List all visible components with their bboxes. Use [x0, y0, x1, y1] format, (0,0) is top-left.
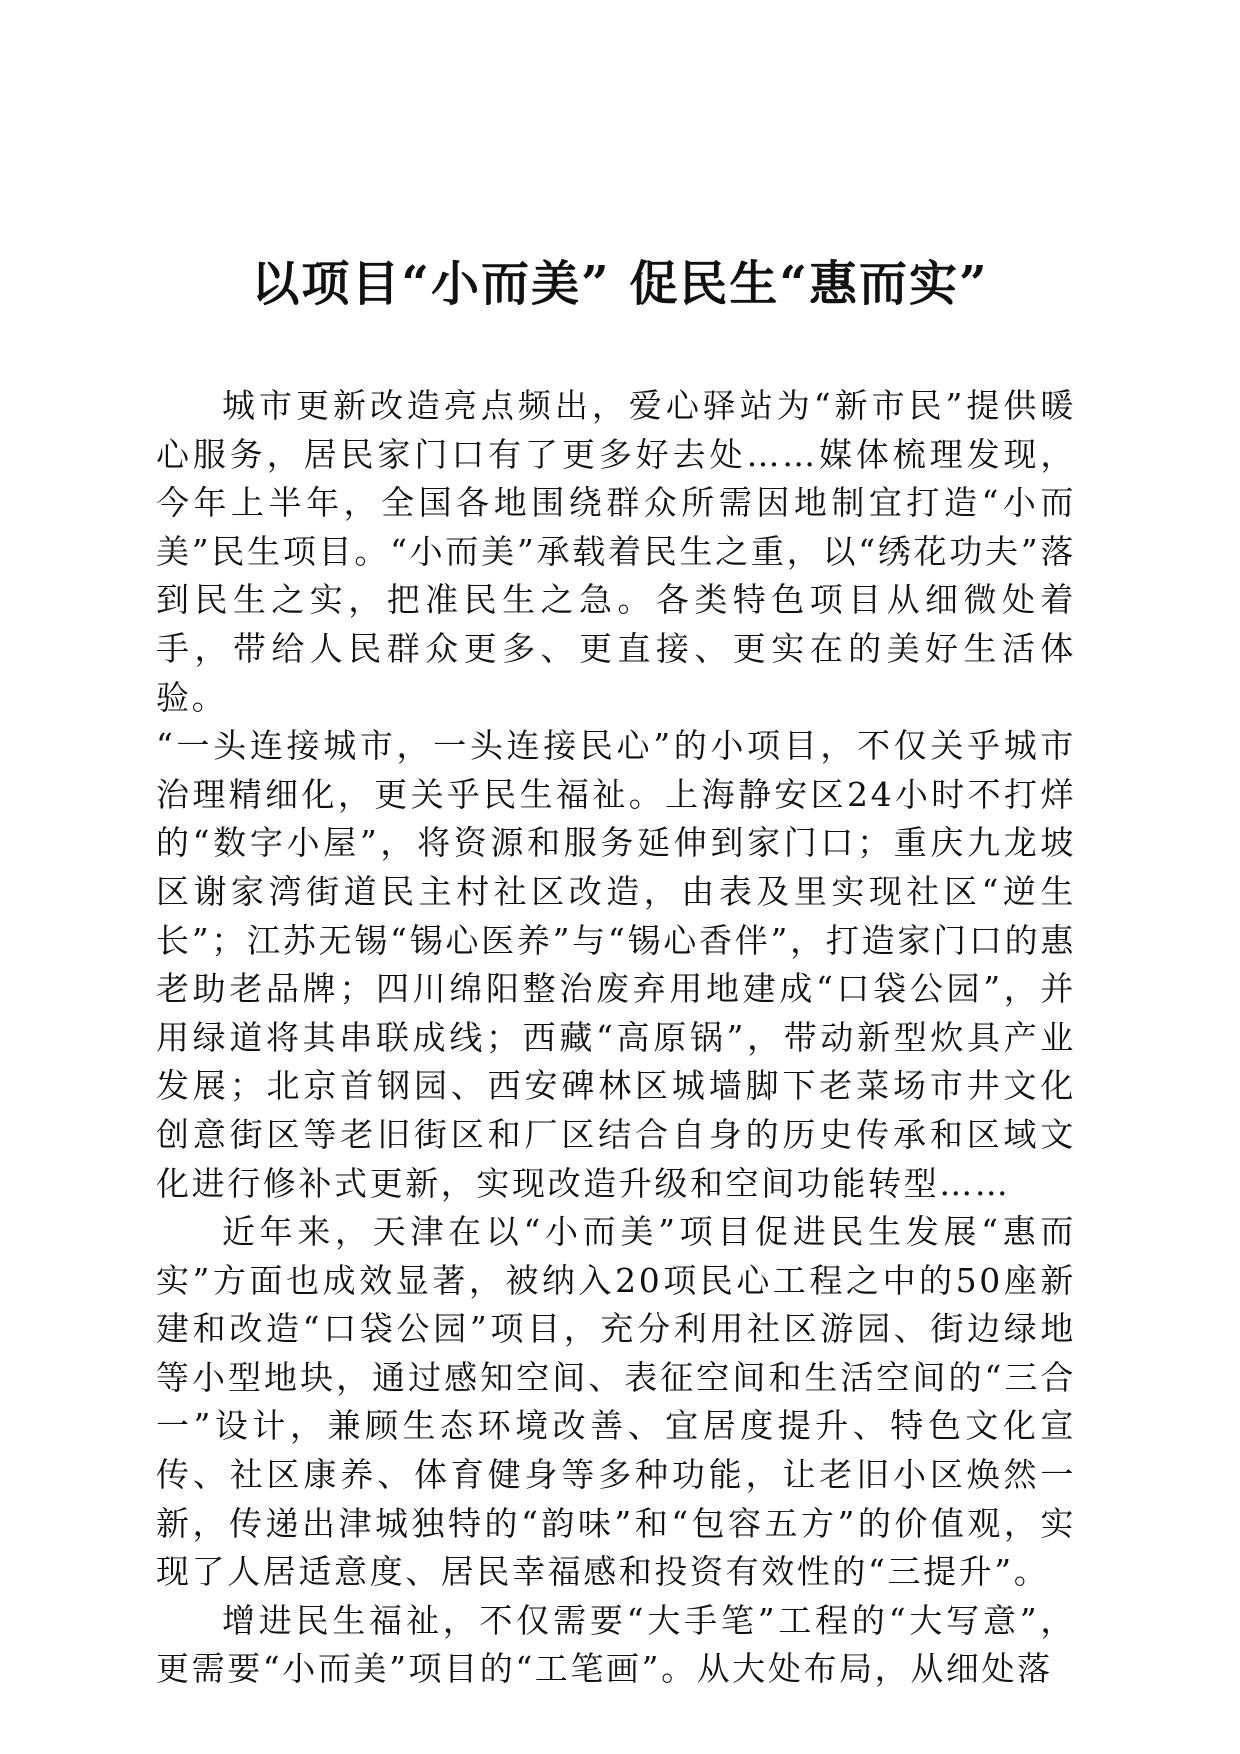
paragraph-4: 增进民生福祉，不仅需要“大手笔”工程的“大写意”，更需要“小而美”项目的“工笔画”。从大处布局，从细处落 [156, 1600, 1076, 1689]
article-body [156, 382, 1076, 1694]
article-title: 以项目“小而美” 促民生“惠而实” [251, 256, 989, 312]
paragraph-2: “一头连接城市，一头连接民心”的小项目，不仅关乎城市治理精细化，更关乎民生福祉。上海静安区24小时不打烊的“数字小屋”，将资源和服务延伸到家门口；重庆九龙坡区谢家湾街道民主村社区改造，由表及里实现社区“逆生长”；江苏无锡“锡心医养”与“锡心香伴”，打造家门口的惠老助老品牌；四川绵阳整治废弃用地建成“口袋公园”，并用绿道将其串联成线；西藏“高原锅”，带动新型炊具产业发展；北京首钢园、西安碑林区城墙脚下老菜场市井文化创意街区等老旧街区和厂区结合自身的历史传承和区域文化进行修补式更新，实现改造升级和空间功能转型…… [156, 726, 1076, 1203]
paragraph-1: 城市更新改造亮点频出，爱心驿站为“新市民”提供暖心服务，居民家门口有了更多好去处……媒体梳理发现，今年上半年，全国各地围绕群众所需因地制宜打造“小而美”民生项目。“小而美”承载着民生之重，以“绣花功夫”落到民生之实，把准民生之急。各类特色项目从细微处着手，带给人民群众更多、更直接、更实在的美好生活体验。 [156, 386, 1076, 717]
paragraph-3: 近年来，天津在以“小而美”项目促进民生发展“惠而实”方面也成效显著，被纳入20项民心工程之中的50座新建和改造“口袋公园”项目，充分利用社区游园、街边绿地等小型地块，通过感知空间、表征空间和生活空间的“三合一”设计，兼顾生态环境改善、宜居度提升、特色文化宣传、社区康养、体育健身等多种功能，让老旧小区焕然一新，传递出津城独特的“韵味”和“包容五方”的价值观，实现了人居适意度、居民幸福感和投资有效性的“三提升”。 [156, 1212, 1076, 1592]
